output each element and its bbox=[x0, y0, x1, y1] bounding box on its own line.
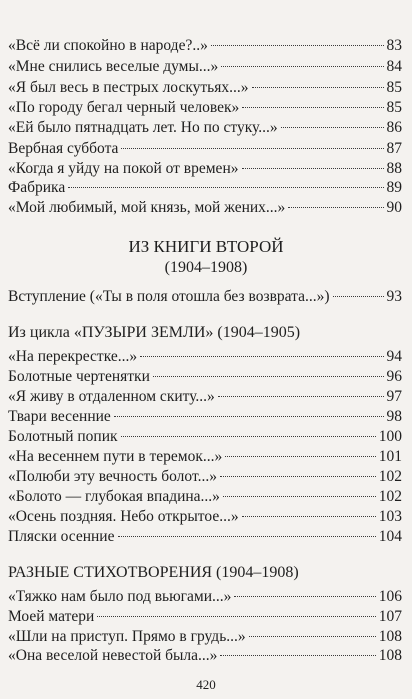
toc-entry bbox=[8, 98, 402, 118]
entry-page: 102 bbox=[378, 488, 402, 505]
toc-entry bbox=[8, 367, 402, 387]
entry-page: 108 bbox=[378, 647, 402, 664]
section-heading: ИЗ КНИГИ ВТОРОЙ bbox=[128, 237, 284, 256]
toc-entry bbox=[8, 139, 402, 159]
dot-leader bbox=[281, 127, 384, 128]
entry-page: 107 bbox=[378, 608, 402, 625]
toc-entry bbox=[8, 159, 402, 179]
entry-page: 102 bbox=[378, 468, 402, 485]
toc-entry bbox=[8, 118, 402, 138]
toc-entry bbox=[8, 527, 402, 547]
entry-title: Вербная суббота bbox=[8, 140, 119, 157]
entry-title: «Болото — глубокая впадина...» bbox=[8, 488, 220, 505]
entry-page: 104 bbox=[378, 528, 402, 545]
dot-leader bbox=[333, 296, 384, 297]
toc-entry bbox=[8, 607, 402, 627]
dot-leader bbox=[140, 356, 383, 357]
dot-leader bbox=[288, 207, 383, 208]
entry-page: 101 bbox=[378, 448, 402, 465]
entry-title: «Полюби эту вечность болот...» bbox=[8, 468, 217, 485]
dot-leader bbox=[68, 187, 383, 188]
toc-entry bbox=[8, 78, 402, 98]
dot-leader bbox=[252, 87, 384, 88]
entry-title: «На перекрестке...» bbox=[8, 348, 138, 365]
entry-page: 96 bbox=[386, 368, 402, 385]
entry-title: Фабрика bbox=[8, 179, 66, 196]
entry-page: 83 bbox=[386, 37, 402, 54]
entry-title: «Всё ли спокойно в народе?..» bbox=[8, 37, 208, 54]
toc-entry bbox=[8, 427, 402, 447]
dot-leader bbox=[242, 516, 376, 517]
entry-page: 98 bbox=[386, 408, 402, 425]
toc-entry bbox=[8, 627, 402, 647]
dot-leader bbox=[118, 536, 376, 537]
entry-page: 94 bbox=[386, 348, 402, 365]
dot-leader bbox=[221, 66, 383, 67]
dot-leader bbox=[211, 45, 384, 46]
toc-entry bbox=[8, 487, 402, 507]
misc-heading: РАЗНЫЕ СТИХОТВОРЕНИЯ (1904–1908) bbox=[8, 564, 299, 581]
entry-title: Моей матери bbox=[8, 608, 95, 625]
dot-leader bbox=[114, 416, 384, 417]
toc-entry bbox=[8, 646, 402, 666]
dot-leader bbox=[223, 496, 376, 497]
dot-leader bbox=[242, 168, 384, 169]
entry-page: 97 bbox=[386, 388, 402, 405]
entry-title: «Когда я уйду на покой от времен» bbox=[8, 160, 239, 177]
entry-title: «По городу бегал черный человек» bbox=[8, 99, 240, 116]
entry-page: 87 bbox=[386, 140, 402, 157]
dot-leader bbox=[97, 616, 375, 617]
entry-title: «На весеннем пути в теремок...» bbox=[8, 448, 223, 465]
dot-leader bbox=[242, 107, 383, 108]
section-years: (1904–1908) bbox=[164, 259, 248, 276]
toc-entry bbox=[8, 467, 402, 487]
dot-leader bbox=[225, 456, 376, 457]
entry-title: «Ей было пятнадцать лет. Но по стуку...» bbox=[8, 119, 278, 136]
dot-leader bbox=[234, 596, 375, 597]
toc-entry bbox=[8, 36, 402, 56]
entry-title: «Я живу в отдаленном скиту...» bbox=[8, 388, 215, 405]
toc-entry bbox=[8, 407, 402, 427]
entry-page: 103 bbox=[378, 508, 402, 525]
entry-title: Пляски осенние bbox=[8, 528, 115, 545]
entry-title: Болотные чертенятки bbox=[8, 368, 150, 385]
dot-leader bbox=[153, 376, 384, 377]
entry-page: 100 bbox=[378, 428, 402, 445]
entry-page: 106 bbox=[378, 588, 402, 605]
entry-title: «Осень поздняя. Небо открытое...» bbox=[8, 508, 239, 525]
dot-leader bbox=[121, 436, 376, 437]
entry-page: 108 bbox=[378, 628, 402, 645]
toc-entry bbox=[8, 507, 402, 527]
entry-title: Болотный попик bbox=[8, 428, 118, 445]
page-number: 420 bbox=[196, 677, 216, 692]
entry-page: 86 bbox=[386, 119, 402, 136]
cycle-heading: Из цикла «ПУЗЫРИ ЗЕМЛИ» (1904–1905) bbox=[8, 324, 301, 341]
entry-page: 90 bbox=[386, 199, 402, 216]
entry-title: «Она веселой невестой была...» bbox=[8, 647, 218, 664]
toc-entry bbox=[8, 587, 402, 607]
entry-title: «Мне снились веселые думы...» bbox=[8, 58, 219, 75]
toc-entry bbox=[8, 447, 402, 467]
entry-page: 85 bbox=[386, 79, 402, 96]
dot-leader bbox=[220, 476, 376, 477]
entry-page: 93 bbox=[386, 288, 402, 305]
toc-entry bbox=[8, 198, 402, 218]
entry-title: «Шли на приступ. Прямо в грудь...» bbox=[8, 628, 246, 645]
dot-leader bbox=[218, 396, 384, 397]
entry-title: «Я был весь в пестрых лоскутьях...» bbox=[8, 79, 249, 96]
toc-entry bbox=[8, 57, 402, 77]
dot-leader bbox=[121, 148, 383, 149]
entry-title: Вступление («Ты в поля отошла без возврата...») bbox=[8, 288, 330, 305]
dot-leader bbox=[220, 655, 375, 656]
toc-entry bbox=[8, 178, 402, 198]
toc-entry bbox=[8, 387, 402, 407]
entry-title: «Тяжко нам было под вьюгами...» bbox=[8, 588, 232, 605]
dot-leader bbox=[249, 636, 376, 637]
toc-entry bbox=[8, 347, 402, 367]
entry-title: Твари весенние bbox=[8, 408, 111, 425]
entry-page: 85 bbox=[386, 99, 402, 116]
entry-page: 88 bbox=[386, 160, 402, 177]
entry-title: «Мой любимый, мой князь, мой жених...» bbox=[8, 199, 286, 216]
toc-entry bbox=[8, 287, 402, 307]
entry-page: 89 bbox=[386, 179, 402, 196]
entry-page: 84 bbox=[386, 58, 402, 75]
